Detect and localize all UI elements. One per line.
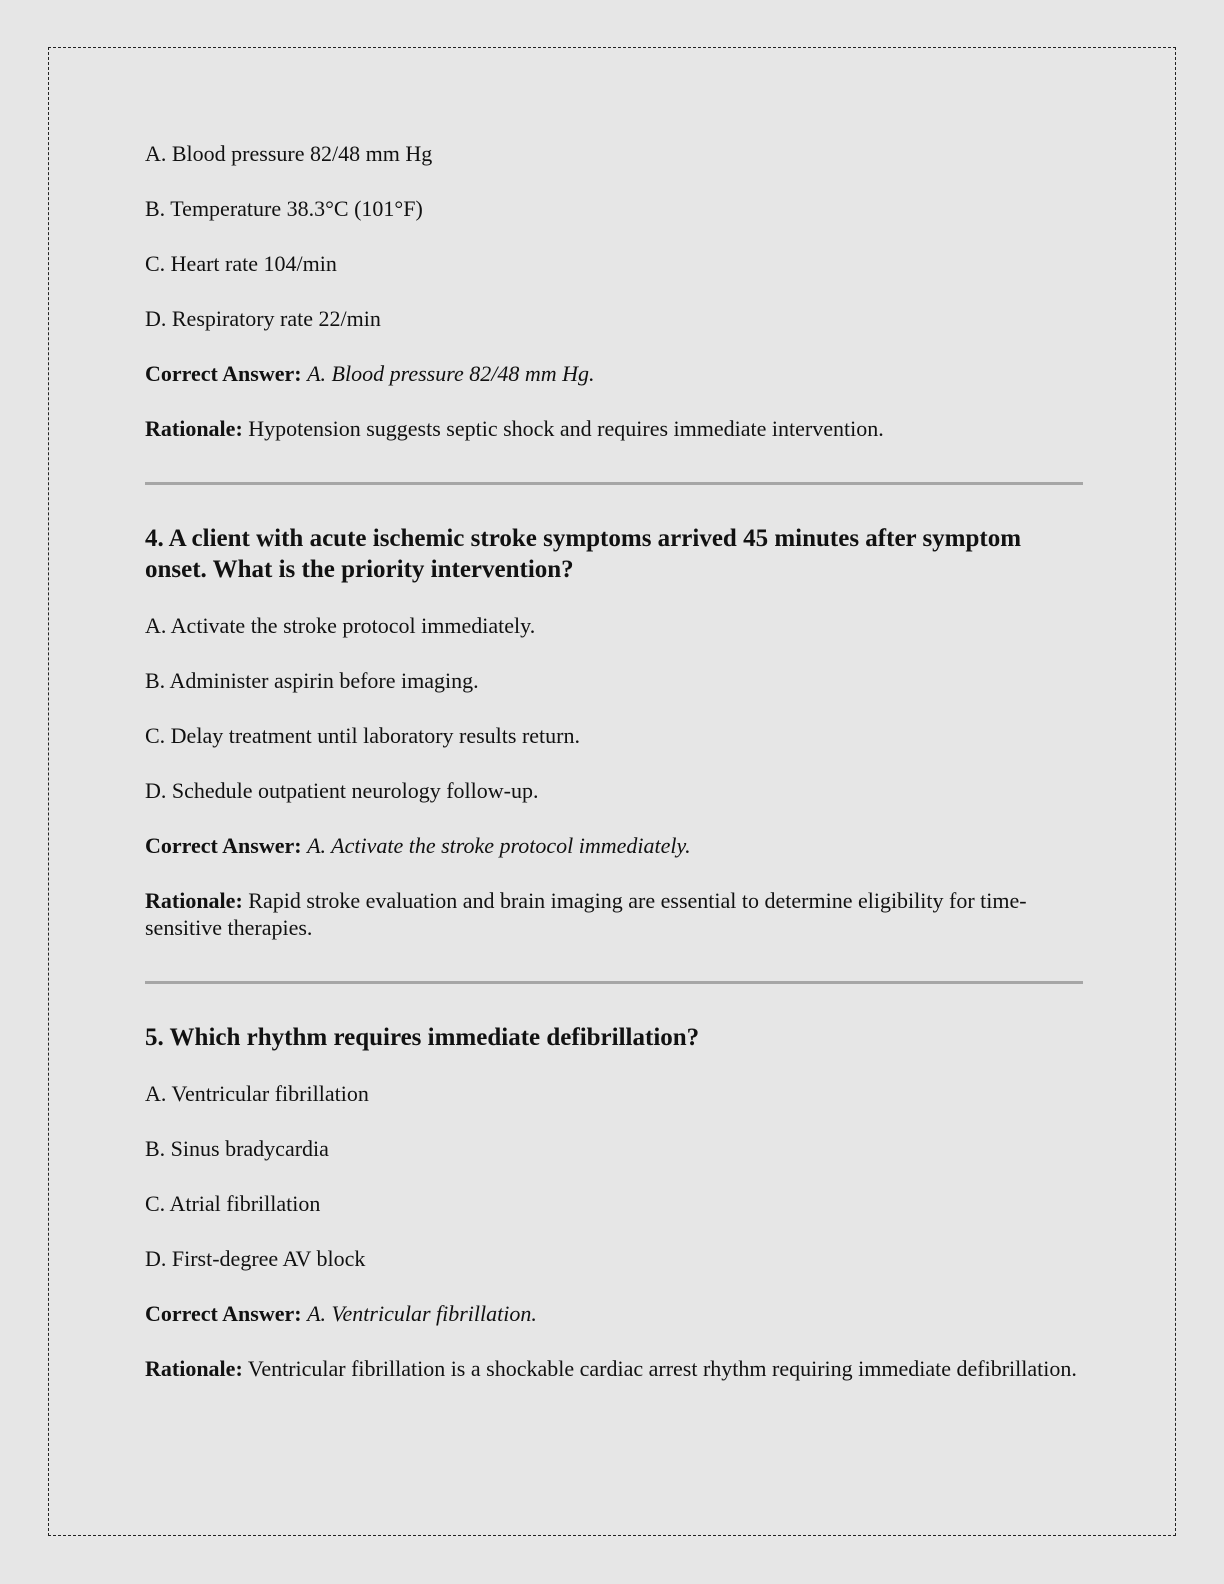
option-d: D. Respiratory rate 22/min [145, 306, 381, 331]
section-divider [145, 482, 1083, 485]
rationale [145, 887, 1083, 941]
question-3-continuation [145, 140, 1083, 442]
option-d: D. First-degree AV block [145, 1246, 366, 1271]
question-5-title: 5. Which rhythm requires immediate defibrillation? [145, 1024, 700, 1051]
rationale [145, 1355, 1083, 1382]
option-b: B. Sinus bradycardia [145, 1136, 329, 1161]
document-content [145, 140, 1083, 1410]
correct-answer [145, 1300, 1083, 1327]
option-b: B. Administer aspirin before imaging. [145, 668, 479, 693]
question-4 [145, 523, 1083, 941]
rationale-label: Rationale: [145, 1356, 243, 1381]
question-4-title: 4. A client with acute ischemic stroke symptoms arrived 45 minutes after symptom onset. What is the priority intervention? [145, 525, 1022, 583]
rationale [145, 415, 1083, 442]
correct-answer-text: A. Activate the stroke protocol immediately. [307, 833, 691, 858]
rationale-text: Rapid stroke evaluation and brain imaging are essential to determine eligibility for time-sensitive therapies. [145, 888, 1027, 940]
correct-answer-label: Correct Answer: [145, 1301, 302, 1326]
option-c: C. Atrial fibrillation [145, 1191, 321, 1216]
question-5 [145, 1022, 1083, 1382]
correct-answer-text: A. Blood pressure 82/48 mm Hg. [307, 361, 595, 386]
option-c: C. Delay treatment until laboratory results return. [145, 723, 580, 748]
option-d: D. Schedule outpatient neurology follow-up. [145, 778, 539, 803]
correct-answer-label: Correct Answer: [145, 361, 302, 386]
option-a: A. Ventricular fibrillation [145, 1081, 369, 1106]
option-b: B. Temperature 38.3°C (101°F) [145, 196, 423, 221]
section-divider [145, 981, 1083, 984]
correct-answer [145, 360, 1083, 387]
rationale-text: Ventricular fibrillation is a shockable cardiac arrest rhythm requiring immediate defibrillation. [247, 1356, 1077, 1381]
correct-answer [145, 832, 1083, 859]
rationale-label: Rationale: [145, 416, 243, 441]
rationale-text: Hypotension suggests septic shock and requires immediate intervention. [248, 416, 884, 441]
option-c: C. Heart rate 104/min [145, 251, 337, 276]
correct-answer-label: Correct Answer: [145, 833, 302, 858]
option-a: A. Blood pressure 82/48 mm Hg [145, 141, 433, 166]
option-a: A. Activate the stroke protocol immediately. [145, 613, 536, 638]
rationale-label: Rationale: [145, 888, 243, 913]
correct-answer-text: A. Ventricular fibrillation. [307, 1301, 537, 1326]
